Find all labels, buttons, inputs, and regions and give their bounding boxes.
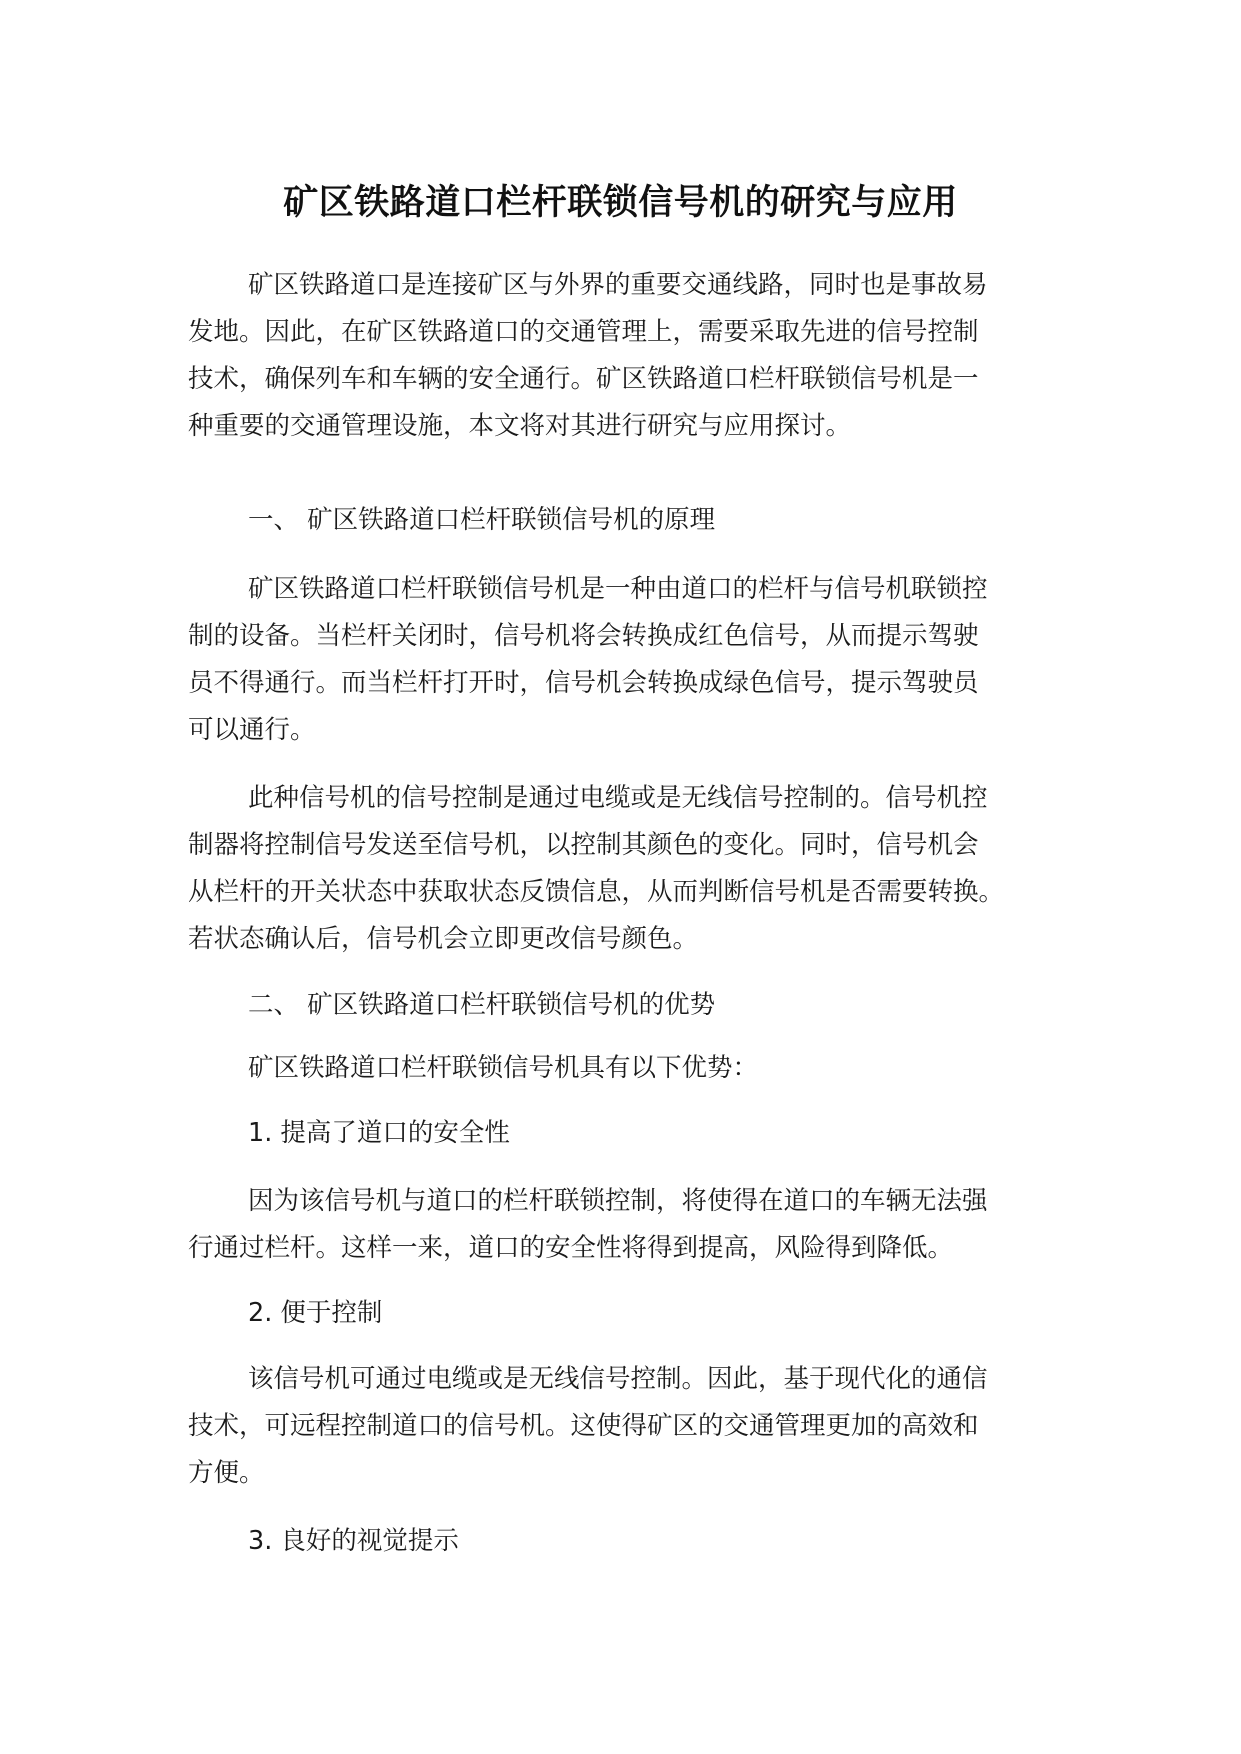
section-2-heading [188, 982, 1068, 1029]
paragraph-line: 技术，可远程控制道口的信号机。这使得矿区的交通管理更加的高效和 [188, 1411, 979, 1441]
paragraph-line: 从栏杆的开关状态中获取状态反馈信息，从而判断信号机是否需要转换。 [188, 877, 1005, 907]
paragraph-line: 员不得通行。而当栏杆打开时，信号机会转换成绿色信号，提示驾驶员 [188, 668, 979, 698]
paragraph-line: 矿区铁路道口是连接矿区与外界的重要交通线路，同时也是事故易 [248, 270, 988, 300]
section-2-intro-text: 矿区铁路道口栏杆联锁信号机具有以下优势： [248, 1053, 759, 1083]
point-2-heading [188, 1290, 1068, 1337]
paragraph-line: 可以通行。 [188, 715, 316, 745]
paragraph-line: 制器将控制信号发送至信号机，以控制其颜色的变化。同时，信号机会 [188, 830, 979, 860]
paragraph-line: 此种信号机的信号控制是通过电缆或是无线信号控制的。信号机控 [248, 783, 988, 813]
paragraph-line: 方便。 [188, 1458, 265, 1488]
point-1-body [188, 1178, 1068, 1272]
section-1-heading [188, 497, 1068, 544]
point-3-heading-text: 3. 良好的视觉提示 [248, 1526, 459, 1556]
point-3-heading [188, 1518, 1068, 1565]
paragraph-line: 发地。因此，在矿区铁路道口的交通管理上，需要采取先进的信号控制 [188, 317, 979, 347]
paragraph-line: 若状态确认后，信号机会立即更改信号颜色。 [188, 924, 699, 954]
section-2-heading-text: 二、 矿区铁路道口栏杆联锁信号机的优势 [248, 990, 716, 1020]
point-2-heading-text: 2. 便于控制 [248, 1298, 383, 1328]
section-1-paragraph-1 [188, 566, 1068, 754]
paragraph-line: 因为该信号机与道口的栏杆联锁控制，将使得在道口的车辆无法强 [248, 1186, 988, 1216]
paragraph-line: 制的设备。当栏杆关闭时，信号机将会转换成红色信号，从而提示驾驶 [188, 621, 979, 651]
paragraph-line: 技术，确保列车和车辆的安全通行。矿区铁路道口栏杆联锁信号机是一 [188, 364, 979, 394]
point-1-heading-text: 1. 提高了道口的安全性 [248, 1118, 510, 1148]
section-2-intro [188, 1045, 1068, 1092]
paragraph-line: 矿区铁路道口栏杆联锁信号机是一种由道口的栏杆与信号机联锁控 [248, 574, 988, 604]
paragraph-line: 行通过栏杆。这样一来，道口的安全性将得到提高，风险得到降低。 [188, 1233, 954, 1263]
section-1-paragraph-2 [188, 775, 1068, 963]
paragraph-line: 种重要的交通管理设施，本文将对其进行研究与应用探讨。 [188, 411, 852, 441]
section-1-heading-text: 一、 矿区铁路道口栏杆联锁信号机的原理 [248, 505, 716, 535]
point-1-heading [188, 1110, 1068, 1157]
intro-paragraph [188, 262, 1068, 450]
point-2-body [188, 1356, 1068, 1497]
paragraph-line: 该信号机可通过电缆或是无线信号控制。因此，基于现代化的通信 [248, 1364, 988, 1394]
document-title: 矿区铁路道口栏杆联锁信号机的研究与应用 [283, 183, 958, 223]
